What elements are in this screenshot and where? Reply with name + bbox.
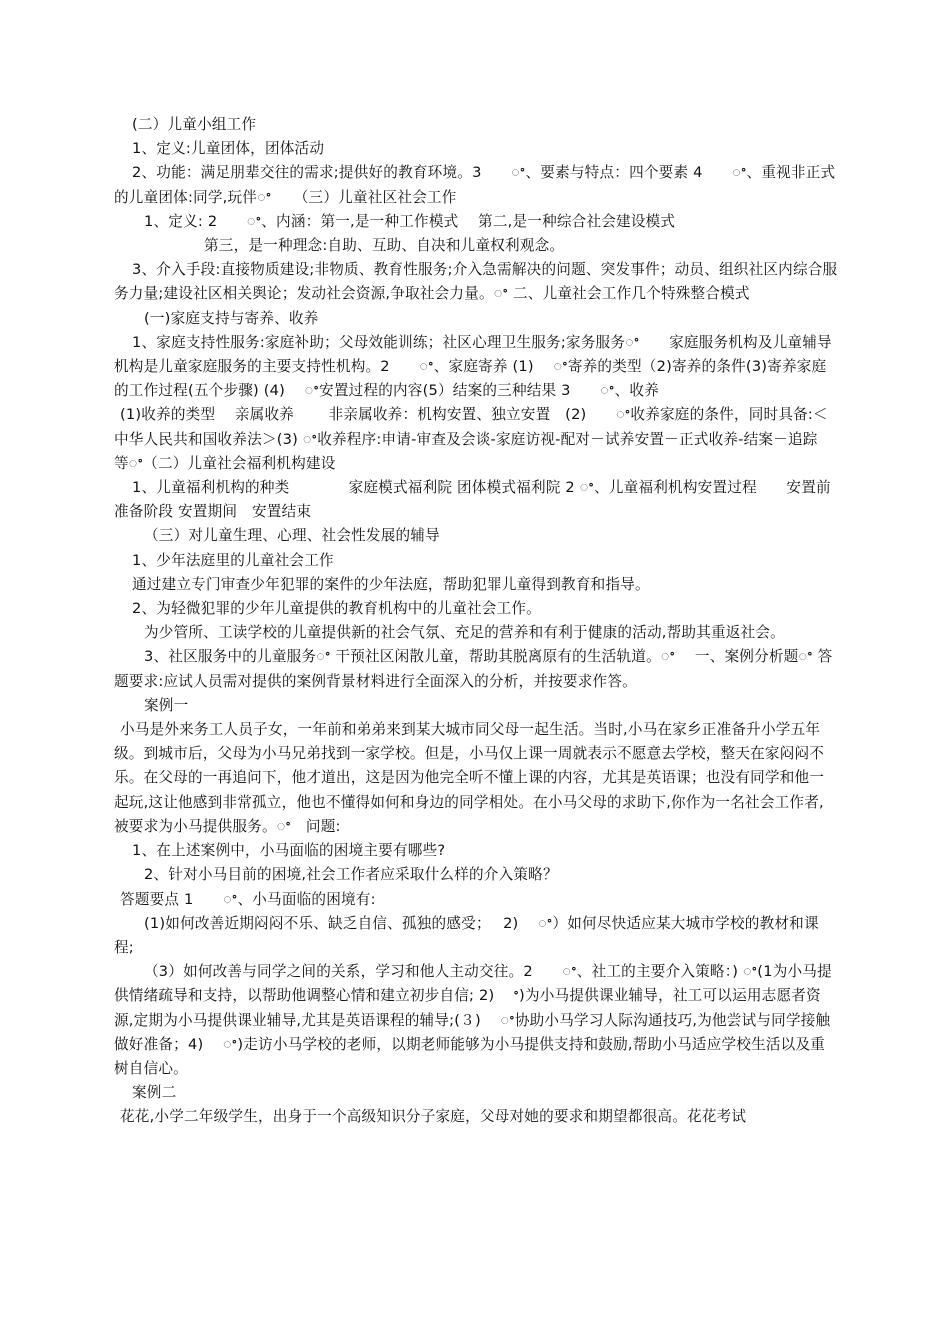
paragraph: (1)收养的类型 亲属收养 非亲属收养：机构安置、独立安置 (2) ꢀ收养家庭的条件，同时具备:＜中华人民共和国收养法＞(3) ꢀ收养程序:申请-审查及会谈-家庭访视-配对－试养安置－正式收养-结案－追踪等ꢀ（二）儿童社会福利机构建设 [114, 406, 828, 472]
paragraph: (1)如何改善近期闷闷不乐、缺乏自信、孤独的感受； 2) ꢀ）如何尽快适应某大城市学校的教材和课程; [114, 914, 819, 956]
section-heading: (二）儿童小组工作 [132, 116, 257, 133]
question: 1、在上述案例中，小马面临的困境主要有哪些? [132, 842, 446, 860]
case-heading: 案例二 [132, 1084, 177, 1102]
document-body [114, 113, 838, 1130]
paragraph: 1、定义:儿童团体，团体活动 [132, 140, 325, 158]
paragraph: 3、社区服务中的儿童服务ꢀ 干预社区闲散儿童，帮助其脱离原有的生活轨道。ꢀ 一、案例分析题ꢀ 答题要求:应试人员需对提供的案例背景材料进行全面深入的分析，并按要求作答。 [114, 648, 833, 690]
paragraph: 通过建立专门审查少年犯罪的案件的少年法庭，帮助犯罪儿童得到教育和指导。 [132, 575, 650, 593]
paragraph: 为少管所、工读学校的儿童提供新的社会气氛、充足的营养和有利于健康的活动,帮助其重返社会。 [144, 624, 785, 642]
case-heading: 案例一 [144, 696, 189, 714]
paragraph: 1、定义: 2 ꢀ、内涵：第一,是一种工作模式 第二,是一种综合社会建设模式 [144, 212, 676, 230]
question: 2、针对小马目前的困境,社会工作者应采取什么样的介入策略？ [144, 866, 558, 884]
paragraph: 小马是外来务工人员子女，一年前和弟弟来到某大城市同父母一起生活。当时,小马在家乡正准备升小学五年级。到城市后，父母为小马兄弟找到一家学校。但是，小马仅上课一周就表示不愿意去学校，整天在家闷闷不乐。在父母的一再追问下，他才道出，这是因为他完全听不懂上课的内容，尤其是英语课；也没有同学和他一起玩,这让他感到非常孤立，他也不懂得如何和身边的同学相处。在小马父母的求助下,你作为一名社会工作者,被要求为小马提供服务。ꢀ 问题: [114, 721, 825, 835]
section-heading: （三）对儿童生理、心理、社会性发展的辅导 [144, 527, 440, 545]
paragraph: 1、少年法庭里的儿童社会工作 [132, 551, 334, 569]
section-heading: (一)家庭支持与寄养、收养 [144, 309, 319, 327]
paragraph: 1、家庭支持性服务:家庭补助；父母效能训练；社区心理卫生服务;家务服务ꢀ 家庭服务机构及儿童辅导机构是儿童家庭服务的主要支持性机构。2 ꢀ、家庭寄养 (1) ꢀ寄养的类型（2)寄养的条件(3)寄养家庭的工作过程(五个步骤) (4) ꢀ安置过程的内容(5）结案的三种结果 3 ꢀ、收养 [114, 333, 832, 400]
paragraph: 3、介入手段:直接物质建设;非物质、教育性服务;介入急需解决的问题、突发事件；动员、组织社区内综合服务力量;建设社区相关舆论；发动社会资源,争取社会力量。ꢀ 二、儿童社会工作几个特殊整合模式 [114, 261, 838, 303]
answer-heading: 答题要点 1 ꢀ、小马面临的困境有: [120, 890, 376, 908]
paragraph: 2、为轻微犯罪的少年儿童提供的教育机构中的儿童社会工作。 [132, 600, 541, 618]
paragraph: （3）如何改善与同学之间的关系，学习和他人主动交往。2 ꢀ、社工的主要介入策略：) ꢀ(1为小马提供情绪疏导和支持，以帮助他调整心情和建立初步自信; 2) ꢀ)为小马提供课业辅导，社工可以运用志愿者资源,定期为小马提供课业辅导,尤其是英语课程的辅导;(３) ꢀ协助小马学习人际沟通技巧,为他尝试与同学接触做好准备；4) ꢀ)走访小马学校的老师，以期老师能够为小马提供支持和鼓励,帮助小马适应学校生活以及重树自信心。 [114, 963, 832, 1077]
paragraph: 2、功能：满足朋辈交往的需求;提供好的教育环境。3 ꢀ、要素与特点：四个要素 4 ꢀ、重视非正式的儿童团体:同学,玩伴ꢀ （三）儿童社区社会工作 [114, 164, 836, 206]
paragraph: 1、儿童福利机构的种类 家庭模式福利院 团体模式福利院 2 ꢀ、儿童福利机构安置过程 安置前准备阶段 安置期间 安置结束 [114, 479, 831, 521]
paragraph: 第三，是一种理念:自助、互助、自决和儿童权利观念。 [204, 237, 565, 255]
paragraph: 花花,小学二年级学生，出身于一个高级知识分子家庭，父母对她的要求和期望都很高。花花考试 [120, 1108, 747, 1126]
